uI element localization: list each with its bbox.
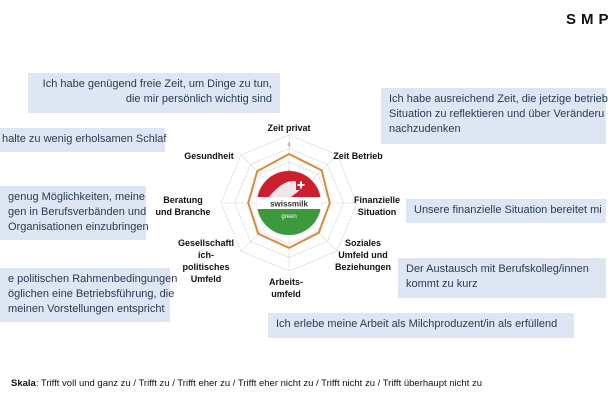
statement-line: Ich habe ausreichend Zeit, die jetzige betrieb xyxy=(389,93,608,105)
statement-line: Organisationen einzubringen xyxy=(8,221,149,233)
axis-label-line: Umfeld und xyxy=(338,250,388,260)
axis-label-line: politisches xyxy=(182,262,230,272)
axis-label-line: Gesellschaftl xyxy=(177,238,235,248)
axis-label-line: Zeit Betrieb xyxy=(333,151,383,161)
swiss-cross-icon xyxy=(296,180,306,190)
scale-label: Skala xyxy=(11,378,36,389)
statement-line: Ich habe genügend freie Zeit, um Dinge zu tun, xyxy=(42,78,272,90)
statement-line: Situation zu reflektieren und über Veränderu xyxy=(389,108,605,120)
axis-label-line: Zeit privat xyxy=(267,123,311,133)
badge-brand: swissmilk xyxy=(270,199,308,209)
axis-label-line: umfeld xyxy=(271,289,301,299)
axis-label-zeit-betrieb xyxy=(325,150,391,162)
axis-label-gesundheit xyxy=(178,150,240,162)
axis-label-zeit-privat xyxy=(258,122,320,134)
statement-line: Ich erlebe meine Arbeit als Milchproduzent/in als erfüllend xyxy=(276,318,558,330)
statement-line: Unsere finanzielle Situation bereitet mi xyxy=(414,204,602,216)
axis-label-line: Finanzielle xyxy=(353,195,400,205)
axis-label-line: und Branche xyxy=(155,207,211,217)
axis-label-gesellschaftlich xyxy=(170,237,242,285)
statement-line: halte zu wenig erholsamen Schlaf xyxy=(2,133,167,145)
axis-label-line: ich- xyxy=(197,250,214,260)
smp-logo: SMP xyxy=(566,11,614,28)
axis-label-line: Arbeits- xyxy=(268,277,303,287)
axis-label-line: Beziehungen xyxy=(334,262,391,272)
axis-label-line: Soziales xyxy=(344,238,382,248)
statement-line: nachzudenken xyxy=(389,123,461,135)
badge-sub: green xyxy=(281,214,297,220)
axis-label-arbeitsumfeld xyxy=(256,276,316,300)
statement-line: e politischen Rahmenbedingungen xyxy=(8,273,178,285)
axis-label-line: Gesundheit xyxy=(184,151,234,161)
statement-line: öglichen eine Betriebsführung, die xyxy=(8,288,175,300)
statement-line: genug Möglichkeiten, meine xyxy=(8,191,145,203)
radar-tick-label: 4 xyxy=(287,142,291,149)
axis-label-line: Situation xyxy=(357,207,397,217)
axis-label-line: Beratung xyxy=(163,195,203,205)
swissmilk-green-logo xyxy=(257,171,321,235)
axis-label-finanzielle-situation xyxy=(346,194,408,218)
statement-line: meinen Vorstellungen entspricht xyxy=(8,303,165,315)
statement-line: gen in Berufsverbänden und xyxy=(8,206,147,218)
statement-line: kommt zu kurz xyxy=(406,278,478,290)
axis-label-soziales-umfeld xyxy=(332,237,394,273)
scale-text: : Trifft voll und ganz zu / Trifft zu / Trifft eher zu / Trifft eher nicht zu / Trifft nicht zu / Trifft überhaupt nicht zu xyxy=(35,378,483,389)
statement-line: die mir persönlich wichtig sind xyxy=(125,93,272,105)
axis-label-beratung xyxy=(150,194,216,218)
statement-line: Der Austausch mit Berufskolleg/innen xyxy=(406,263,589,275)
scale-legend xyxy=(11,378,482,389)
axis-label-line: Umfeld xyxy=(190,274,222,284)
